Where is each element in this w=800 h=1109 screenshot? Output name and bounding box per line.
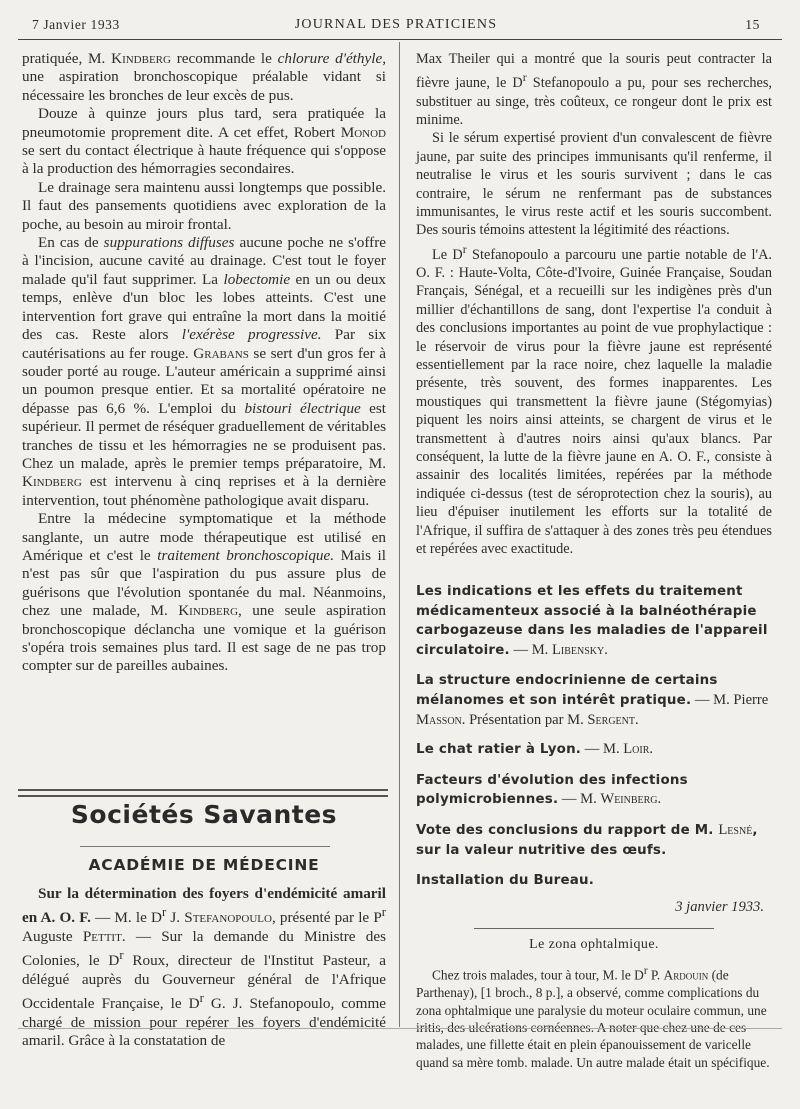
text: Stefanopoulo a parcouru une partie notable de l'A. O. F. : Haute-Volta, Côte-d'Ivoire, Guinée Française, Soudan Français, Sénégal, et a recueilli sur les indigènes près d'un millier d'échantillons de sang, dont l'expertise l'a conduit à des conclusions importantes au point de vue prophylactique : le réservoir de virus pour la fièvre jaune est représenté essentiellement par la race noire, chez laquelle la maladie présente, très souvent, des formes inapparentes. Les moustiques qui transmettent la fièvre jaune (Stégomyias) piquent les noirs ainsi atteints, se chargent de virus et le transmettent à d'autres noirs ainsi qu'aux blancs. Par conséquent, la lutte de la fièvre jaune en A. O. F., consiste à assainir des localités limitées, repérées par la méthode indiquée ci-dessus (test de séroprotection chez la souris), au lieu d'épuiser inutilement les efforts sur la totalité de l'Afrique, il suffira de s'attaquer à des zones très peu étendues et repérées avec exactitude. — [416, 246, 772, 558]
author-name: Kindberg — [111, 50, 171, 67]
italic-text: chlorure d'éthyle, — [277, 50, 386, 67]
text: Chez trois malades, tour à tour, M. le D — [432, 967, 644, 983]
entry-title: , sur la valeur nutritive des œufs. — [416, 822, 758, 858]
text: — M. — [558, 791, 601, 808]
column-divider — [399, 42, 400, 1027]
communication-entry — [416, 771, 772, 810]
text: P. — [647, 967, 664, 983]
superscript: r — [119, 948, 124, 963]
superscript: r — [522, 70, 527, 85]
text: — M. Pierre — [691, 691, 769, 708]
text: Mais il n'est pas sûr que l'aspiration du pus assure plus de guérisons que l'évolution spontanée du mal. Néanmoins, chez une malade, M. — [22, 546, 386, 620]
text: , présenté par le P — [271, 909, 382, 927]
author-name: Weinberg — [600, 791, 658, 808]
text: — M. le D — [90, 909, 162, 927]
page-header — [32, 14, 760, 36]
text: En cas de — [38, 234, 104, 252]
text: G. J. Stefanopoulo, comme chargé de mission pour repérer les foyers d'endémicité amaril. Grâce à la constatation de — [22, 995, 387, 1050]
paragraph — [416, 963, 772, 1071]
text: . Présentation par M. — [461, 711, 588, 728]
paragraph — [22, 50, 386, 105]
bottom-rule — [18, 1028, 782, 1029]
author-name: Monod — [340, 123, 386, 141]
author-name: Lesné — [718, 821, 753, 838]
text: . — Sur la demande du Ministre des Colonies, le D — [22, 927, 386, 970]
text: recommande le — [170, 50, 278, 67]
text: Auguste — [22, 927, 83, 945]
author-name: Libensky — [551, 641, 605, 658]
text: Le D — [432, 246, 463, 263]
paragraph — [22, 234, 386, 510]
italic-text: l'exérèse progressive. — [181, 326, 322, 344]
page-number: 15 — [745, 17, 760, 32]
zona-article — [416, 963, 772, 1071]
italic-text: bistouri électrique — [244, 399, 361, 417]
text: se sert d'un gros fer à souder porté au rouge. L'auteur américain a supprimé ainsi un poumon presque entier. Et sa mortalité opératoire ne dépasse pas 6,6 %. L'emploi du — [22, 344, 386, 417]
communication-entry — [416, 582, 772, 660]
author-name: Stefanopoulo — [184, 909, 272, 927]
author-name: Ardouin — [663, 967, 709, 983]
entry-title: Installation du Bureau. — [416, 873, 594, 889]
paragraph — [22, 885, 386, 1050]
left-column — [22, 50, 386, 676]
entry-title: Facteurs d'évolution des infections polymicrobiennes. — [416, 772, 688, 808]
text: une aspiration bronchoscopique préalable vidant si nécessaire les bronches de leur excès de pus. — [22, 68, 386, 104]
text: pratiquée, M. — [22, 50, 112, 67]
entry-title: Sur la détermination des foyers d'endémicité amaril en A. O. F. — [22, 885, 386, 927]
author-name: Pettit — [82, 927, 122, 945]
section-rule — [18, 795, 388, 797]
author-name: Kindberg — [178, 602, 239, 620]
italic-text: suppurations diffuses — [103, 234, 235, 252]
divider — [474, 928, 714, 929]
paragraph — [22, 105, 386, 179]
text: — M. — [509, 641, 552, 658]
superscript: r — [161, 905, 167, 920]
author-name: Sergent — [587, 711, 635, 728]
right-column — [416, 50, 772, 559]
text: Par six cautérisations au fer rouge. — [22, 326, 387, 362]
author-name: Grabans — [193, 344, 249, 362]
superscript: r — [199, 991, 204, 1006]
entry-title: La structure endocrinienne de certains mélanomes et son intérêt pratique. — [416, 673, 718, 708]
section-rule — [18, 789, 388, 791]
text: (de Parthenay), [1 broch., 8 p.], a observé, comme complications du zona ophtalmique une paralysie du moteur oculaire commun, une iritis, des ulcérations cornéennes. A noter que chez une de ces malades, une fillette était en plein épanouissement de varicelle quand sa mère tomb. malade. Un autre malade était un spécifique. — [416, 967, 770, 1070]
communication-entry — [416, 821, 772, 860]
superscript: r — [462, 241, 467, 256]
paragraph — [416, 240, 772, 559]
entry-title: Le chat ratier à Lyon. — [416, 742, 582, 758]
text: , une seule aspiration bronchoscopique déclancha une vomique et la guérison s'opéra trois semaines plus tard. Il est sage de ne pas trop compter sur de pareilles aubaines. — [22, 602, 386, 675]
text: . — [649, 741, 654, 758]
divider — [80, 846, 330, 847]
author-name: Kindberg — [22, 473, 82, 491]
academy-entry — [22, 885, 386, 1050]
author-name: Masson — [416, 711, 462, 728]
entry-title: Vote des conclusions du rapport de M. — [416, 822, 719, 838]
entry-title: Les indications et les effets du traitement médicamenteux associé à la balnéothérapie carbogazeuse dans les maladies de l'appareil circulatoire. — [416, 584, 768, 658]
text: Douze à quinze jours plus tard, sera pratiquée la pneumotomie proprement dite. A cet effet, Robert — [22, 105, 386, 141]
section-title: Sociétés Savantes — [70, 800, 338, 829]
text: . — [634, 711, 639, 728]
text: Stefanopoulo a pu, pour ses recherches, substituer au singe, très coûteux, ce rongeur dont le prix est minime. — [416, 75, 773, 128]
paragraph: Si le sérum expertisé provient d'un convalescent de fièvre jaune, par suite des principes immunisants qu'il renferme, il neutralise le virus et les souris survivent ; dans le cas contraire, le sérum ne renfermant pas de substances immunisantes, le virus reste actif et les souris succombent. Des souris témoins attestent la légitimité des réactions. — [416, 130, 772, 239]
author-name: Loir — [623, 741, 650, 758]
italic-text: traitement bronchoscopique. — [157, 546, 335, 564]
text: . — [604, 641, 608, 658]
text: Entre la médecine symptomatique et la méthode sanglante, un autre mode thérapeutique est utilisé en Amérique et c'est le — [22, 510, 386, 564]
text: J. — [166, 909, 185, 927]
paragraph: Le drainage sera maintenu aussi longtemps que possible. Il faut des pansements quotidiens avec exploration de la poche, au besoin au miroir frontal. — [22, 178, 386, 233]
text: Roux, directeur de l'Institut Pasteur, a délégué auprès du Gouverneur général de l'Afrique Occidentale Française, le D — [22, 952, 387, 1013]
communication-entry — [416, 871, 772, 891]
header-date: 7 Janvier 1933 — [32, 17, 120, 32]
academy-heading: ACADÉMIE DE MÉDECINE — [88, 856, 320, 874]
text: est supérieur. Il permet de réséquer graduellement de véritables tranches de tissu et les hémorragies ne se produisent pas. Chez un malade, après le premier temps préparatoire, M. — [22, 399, 387, 472]
text: est intervenu à cinq reprises et à la dernière intervention, tout phénomène pathologique avait disparu. — [22, 473, 386, 509]
text: . — [657, 791, 662, 808]
text: en un ou deux temps, enlève d'un bloc les lobes atteints. C'est une intervention fort grave qui entraîne la mort dans la moitié des cas. Reste alors — [22, 270, 387, 344]
text: Max Theiler qui a montré que la souris peut contracter la fièvre jaune, le D — [416, 51, 772, 92]
communication-entry — [416, 671, 772, 729]
italic-text: lobectomie — [223, 270, 291, 288]
paragraph — [22, 510, 386, 676]
communication-entry — [416, 740, 772, 760]
text: se sert du contact électrique à haute fréquence qui s'oppose à la production des hémorragies secondaires. — [22, 142, 386, 178]
session-date: 3 janvier 1933. — [675, 898, 764, 915]
journal-title: JOURNAL DES PRATICIENS — [294, 17, 498, 32]
communications-list — [416, 582, 772, 1082]
article-title: Le zona ophtalmique. — [529, 937, 659, 953]
paragraph — [416, 50, 772, 129]
header-rule — [18, 39, 782, 40]
superscript: r — [643, 965, 648, 978]
superscript: r — [381, 905, 387, 920]
text: aucune poche ne s'offre à l'incision, aucune cavité au drainage. C'est tout le foyer malade qu'il faut supprimer. La — [22, 234, 386, 288]
text: — M. — [581, 741, 624, 758]
